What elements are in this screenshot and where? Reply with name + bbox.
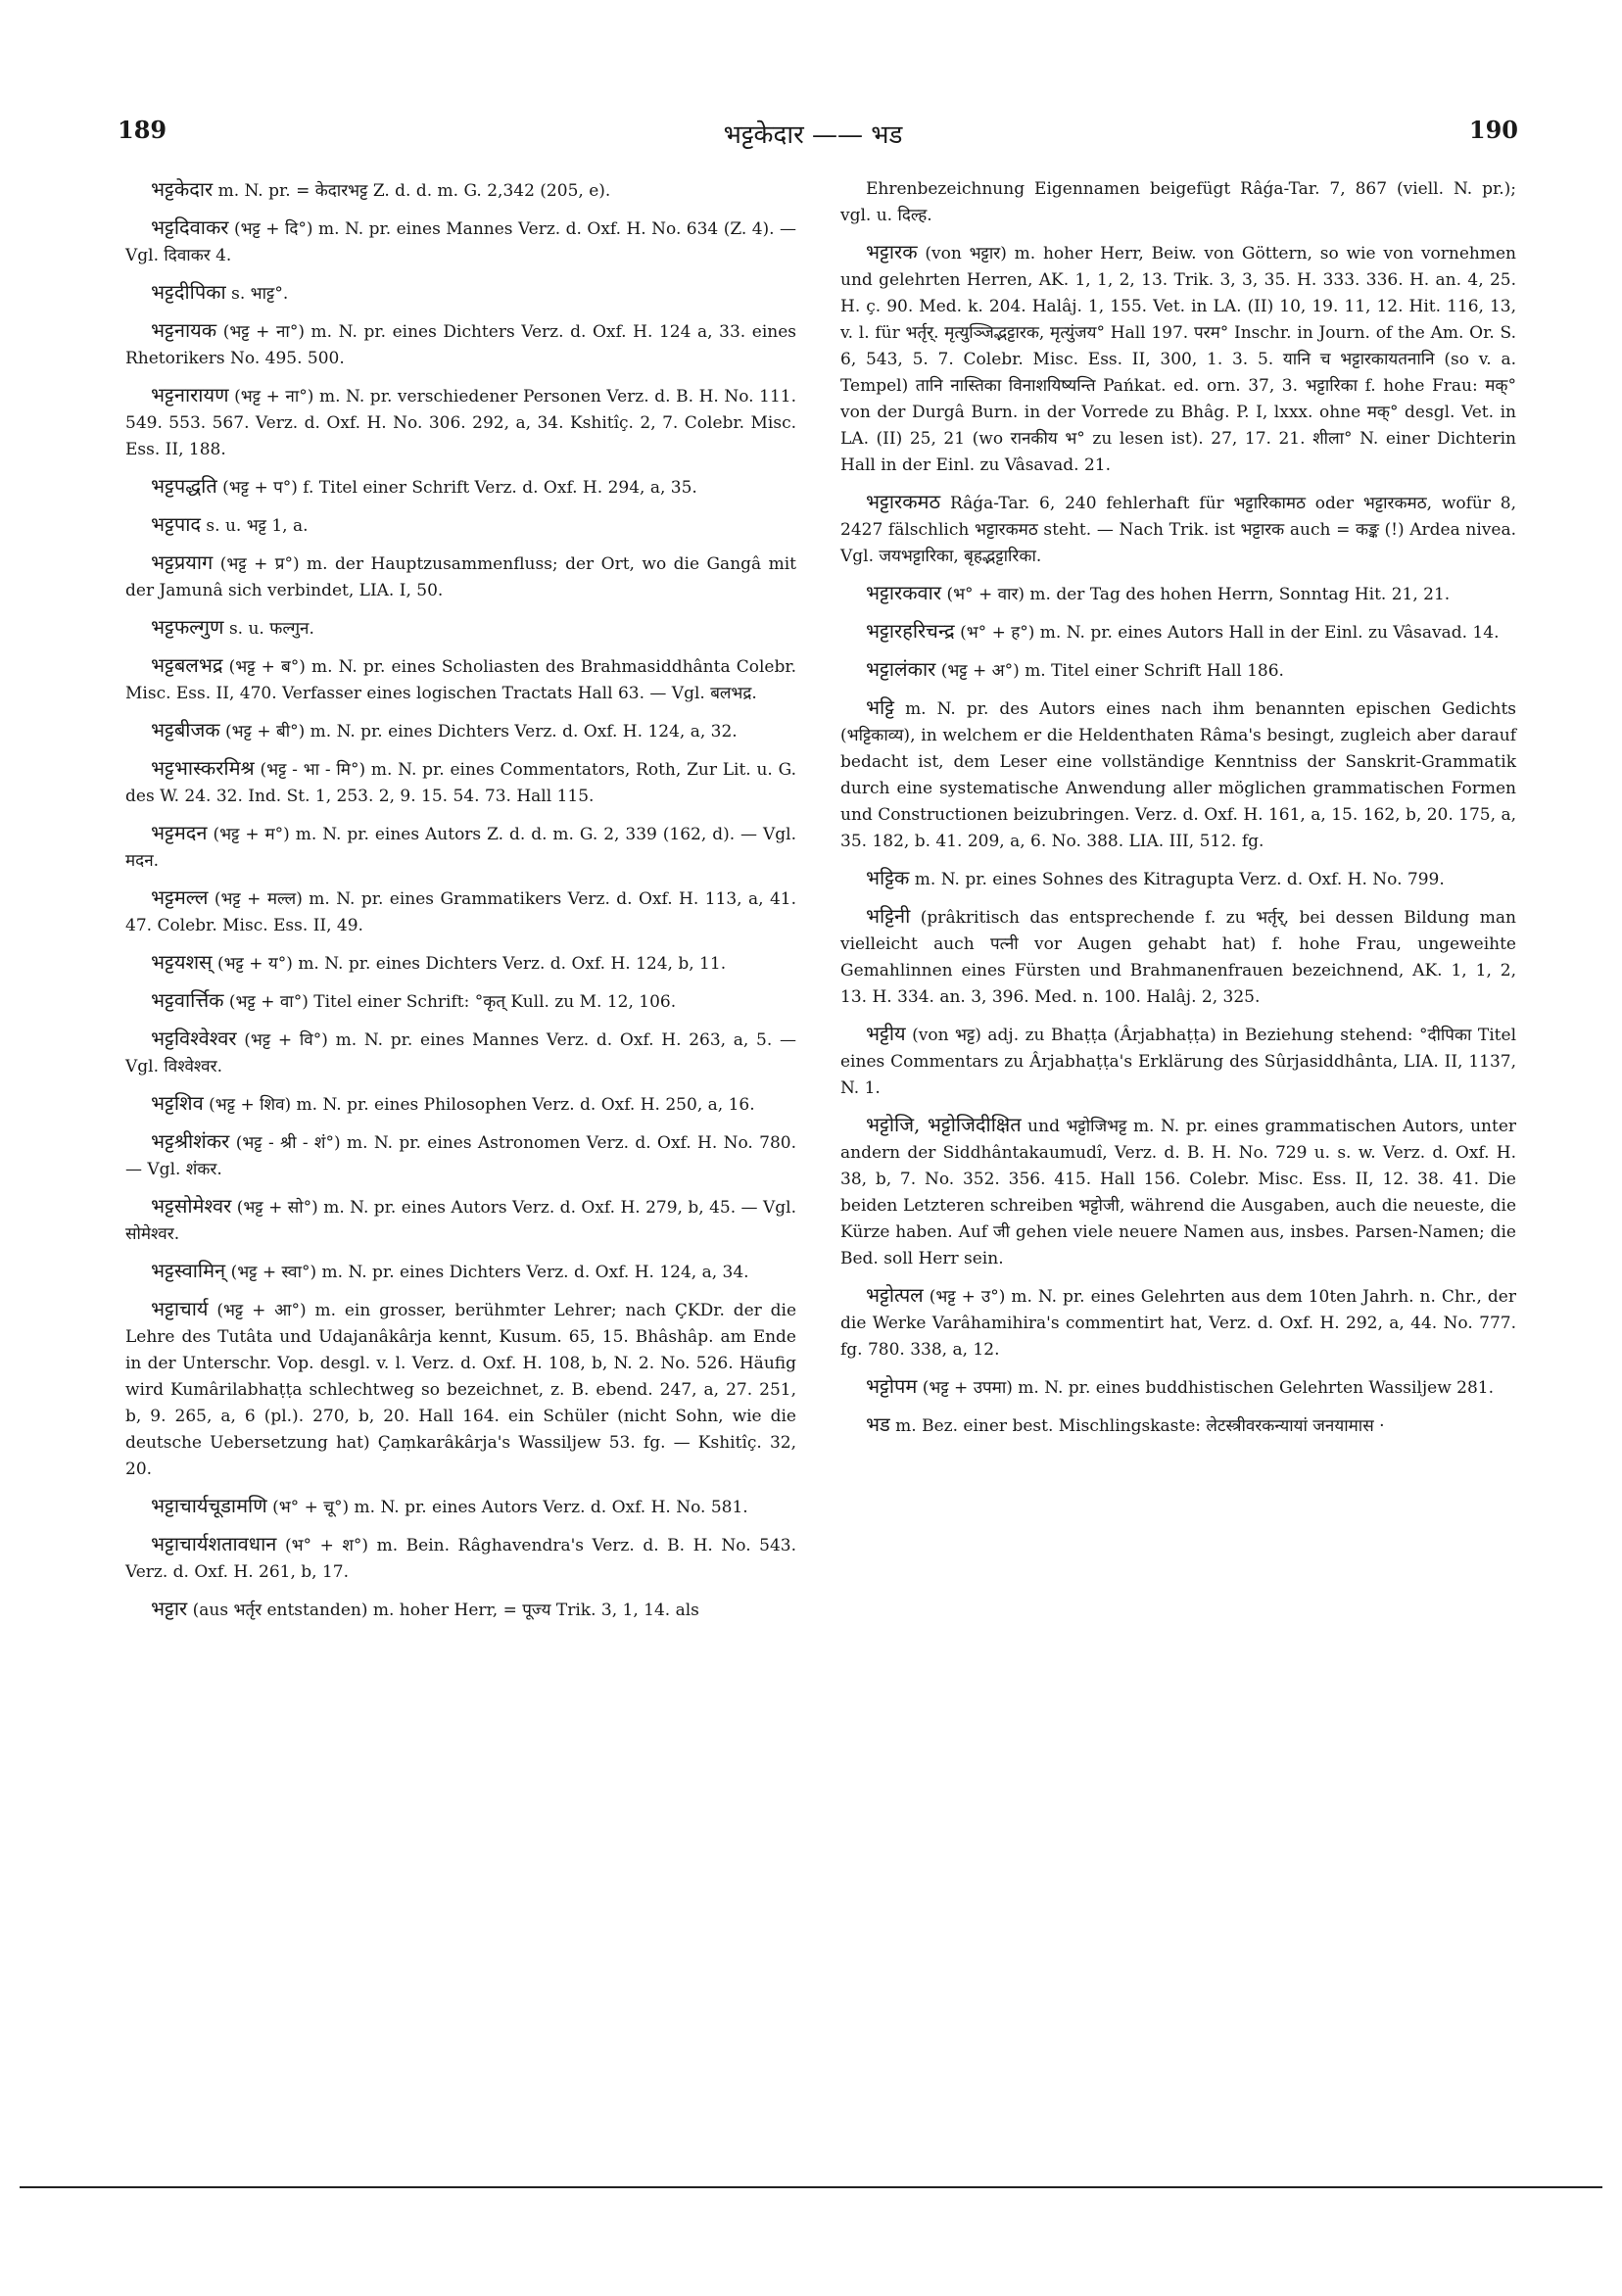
entry-text: (भट्ट + उ°) m. N. pr. eines Gelehrten aus dem 10ten Jahrh. n. Chr., der die Werke Varâhamihira's commentirt hat, Verz. d. Oxf. H. 292, a, 44. No. 777. fg. 780. 338, a, 12. [840, 1287, 1516, 1360]
entry-headword: भट्टोपम [866, 1374, 918, 1398]
entry-headword: भट्टपद्धति [151, 474, 217, 498]
entry-headword: भट्टाचार्य [151, 1297, 209, 1320]
entry-headword: भट्टारकवार [866, 581, 942, 604]
entry-text: (भ° + ह°) m. N. pr. eines Autors Hall in der Einl. zu Vâsavad. 14. [960, 623, 1500, 643]
entry-headword: भड [866, 1412, 890, 1436]
entry-headword: भट्टश्रीशंकर [151, 1129, 230, 1153]
entry-text: s. u. भट्ट 1, a. [206, 516, 309, 536]
entry-headword: भट्टिक [866, 866, 910, 889]
page-header [108, 116, 1518, 155]
entry-text: (भट्ट + म°) m. N. pr. eines Autors Z. d. d. m. G. 2, 339 (162, d). — Vgl. मदन. [125, 825, 796, 871]
entry-text: (भट्ट + बी°) m. N. pr. eines Dichters Verz. d. Oxf. H. 124, a, 32. [225, 722, 738, 741]
dictionary-entry [125, 215, 796, 269]
entry-headword: भट्टनायक [151, 318, 217, 342]
footer-rule [20, 2186, 1602, 2188]
dictionary-entry [840, 694, 1516, 855]
dictionary-entry [125, 885, 796, 939]
entry-headword: भट्टोजि, भट्टोजिदीक्षित [866, 1113, 1022, 1136]
dictionary-entry [125, 1193, 796, 1248]
entry-headword: भट्टकेदार [151, 177, 214, 201]
entry-text: (भट्ट + प्र°) m. der Hauptzusammenfluss; der Ort, wo die Gangâ mit der Jamunâ sich verbindet, LIA. I, 50. [125, 554, 797, 600]
entry-text: (भट्ट + मल्ल) m. N. pr. eines Grammatikers Verz. d. Oxf. H. 113, a, 41. 47. Colebr. Misc. Ess. II, 49. [125, 889, 797, 935]
entry-headword: भट्टवार्त्तिक [151, 988, 224, 1012]
entry-headword: भट्टप्रयाग [151, 550, 214, 574]
entry-text: (von भट्ट) adj. zu Bhaṭṭa (Ârjabhaṭṭa) in Beziehung stehend: °दीपिका Titel eines Commentars zu Ârjabhaṭṭa's Erklärung des Sûrjasiddhânta, LIA. II, 1137, N. 1. [840, 1026, 1517, 1098]
entry-headword: भट्टारक [866, 240, 918, 263]
entry-headword: भट्टार [151, 1597, 188, 1620]
entry-text: (भ° + वार) m. der Tag des hohen Herrn, Sonntag Hit. 21, 21. [946, 585, 1451, 604]
entry-text: (भट्ट + उपमा) m. N. pr. eines buddhistischen Gelehrten Wassiljew 281. [922, 1378, 1495, 1398]
entry-headword: भट्टबीजक [151, 718, 220, 741]
entry-text: (भट्ट - भा - मि°) m. N. pr. eines Commentators, Roth, Zur Lit. u. G. des W. 24. 32. Ind. St. 1, 253. 2, 9. 15. 54. 73. Hall 115. [125, 760, 796, 806]
dictionary-entry [840, 1373, 1516, 1402]
dictionary-entry [125, 1296, 796, 1483]
entry-headword: भट्टदीपिका [151, 280, 226, 304]
dictionary-entry [125, 1090, 796, 1119]
entry-headword: भट्टमदन [151, 821, 208, 844]
entry-text: (भट्ट + ना°) m. N. pr. verschiedener Personen Verz. d. B. H. No. 111. 549. 553. 567. Verz. d. Oxf. H. No. 306. 292, a, 34. Kshitîç. 2, 7. Colebr. Misc. Ess. II, 188. [125, 387, 797, 459]
dictionary-entry [840, 1021, 1516, 1102]
entry-headword: भट्टाचार्यशतावधान [151, 1532, 277, 1555]
entry-headword: भट्टस्वामिन् [151, 1259, 226, 1282]
entry-text: (von भट्टार) m. hoher Herr, Beiw. von Göttern, so wie von vornehmen und gelehrten Herren, AK. 1, 1, 2, 13. Trik. 3, 3, 35. H. 333. 336. H. an. 4, 25. H. ç. 90. Med. k. 204. Halâj. 1, 155. Vet. in LA. (II) 10, 19. 11, 12. Hit. 116, 13, v. l. für भर्तृर्. मृत्युञ्जिद्भट्टारक, मृत्युंजय° Hall 197. परम° Inschr. in Journ. of the Am. Or. S. 6, 543, 5. 7. Colebr. Misc. Ess. II, 300, 1. 3. 5. यानि च भट्टारकायतनानि (so v. a. Tempel) तानि नास्तिका विनाशयिष्यन्ति Pańkat. ed. orn. 37, 3. भट्टारिका f. hohe Frau: मक्° von der Durgâ Burn. in der Vorrede zu Bhâg. P. I, lxxx. ohne मक्° desgl. Vet. in LA. (II) 25, 21 (wo रानकीय भ° zu lesen ist). 27, 17. 21. शीला° N. einer Dichterin Hall in der Einl. zu Vâsavad. 21. [840, 244, 1517, 475]
entry-headword: भट्टविश्वेश्वर [151, 1027, 237, 1050]
entry-text: (भट्ट + सो°) m. N. pr. eines Autors Verz. d. Oxf. H. 279, b, 45. — Vgl. सोमेश्वर. [125, 1198, 796, 1244]
entry-headword: भट्टबलभद्र [151, 653, 223, 677]
dictionary-entry [125, 755, 796, 810]
running-title: भट्टकेदार —— भड [723, 120, 903, 150]
dictionary-entry [840, 656, 1516, 685]
entry-headword: भट्टयशस् [151, 950, 213, 974]
entry-text: (aus भर्तृर entstanden) m. hoher Herr, = पूज्य Trik. 3, 1, 14. als [192, 1601, 699, 1620]
page-number-right: 190 [1468, 116, 1518, 144]
entry-text: (भ° + चू°) m. N. pr. eines Autors Verz. d. Oxf. H. No. 581. [272, 1498, 748, 1517]
dictionary-entry [125, 1596, 796, 1624]
entry-text: m. Bez. einer best. Mischlingskaste: लेटस्त्रीवरकन्यायां जनयामास · [895, 1416, 1385, 1436]
dictionary-entry [125, 473, 796, 502]
dictionary-entry [125, 1026, 796, 1080]
dictionary-entry [125, 1531, 796, 1586]
entry-headword: भट्टदिवाकर [151, 215, 229, 239]
entry-text: (भ° + श°) m. Bein. Râghavendra's Verz. d. B. H. No. 543. Verz. d. Oxf. H. 261, b, 17. [125, 1536, 796, 1582]
entry-headword: भट्टशिव [151, 1091, 204, 1115]
entry-headword: भट्टीय [866, 1022, 906, 1045]
entry-headword: भट्टि [866, 695, 895, 719]
dictionary-entry [125, 317, 796, 372]
entry-headword: भट्टालंकार [866, 657, 936, 681]
entry-text: m. N. pr. eines Sohnes des Kitragupta Verz. d. Oxf. H. No. 799. [914, 870, 1445, 889]
entry-text: (prâkritisch das entsprechende f. zu भर्तृर्, bei dessen Bildung man vielleicht auch पत्नी vor Augen gehabt hat) f. hohe Frau, ungeweihte Gemahlinnen eines Fürsten und Brahmanenfrauen bezeichnend, AK. 1, 1, 2, 13. H. 334. an. 3, 396. Med. n. 100. Halâj. 2, 325. [840, 908, 1516, 1007]
entry-text: (भट्ट + प°) f. Titel einer Schrift Verz. d. Oxf. H. 294, a, 35. [222, 478, 697, 498]
dictionary-entry [125, 652, 796, 707]
entry-headword: भट्टारकमठ [866, 490, 941, 513]
entry-text: (भट्ट + ब°) m. N. pr. eines Scholiasten des Brahmasiddhânta Colebr. Misc. Ess. II, 470. Verfasser eines logischen Tractats Hall 63. — Vgl. बलभद्र. [125, 657, 796, 703]
entry-text: s. भाट्ट°. [231, 284, 289, 304]
entry-headword: भट्टफल्गुण [151, 615, 224, 639]
dictionary-entry [125, 717, 796, 745]
dictionary-entry [125, 1128, 796, 1183]
dictionary-entry [125, 511, 796, 540]
entry-text: (भट्ट - श्री - शं°) m. N. pr. eines Astronomen Verz. d. Oxf. H. No. 780. — Vgl. शंकर. [125, 1133, 797, 1179]
dictionary-entry [125, 987, 796, 1016]
entry-text: s. u. फल्गुन. [228, 619, 314, 639]
entry-text: m. N. pr. des Autors eines nach ihm benannten epischen Gedichts (भट्टिकाव्य), in welchem er die Heldenthaten Râma's besingt, zugleich aber darauf bedacht ist, dem Leser eine vollständige Kenntniss der Sanskrit-Grammatik durch eine systematische Anwendung aller möglichen grammatischen Formen und Constructionen beizubringen. Verz. d. Oxf. H. 161, a, 15. 162, b, 20. 175, a, 35. 182, b. 41. 209, a, 6. No. 388. LIA. III, 512. fg. [840, 699, 1517, 851]
entry-headword: भट्टभास्करमिश्र [151, 756, 255, 780]
dictionary-entry [840, 1282, 1516, 1363]
dictionary-entry [125, 382, 796, 463]
right-column [840, 176, 1516, 1450]
entry-headword: भट्टोत्पल [866, 1283, 924, 1307]
dictionary-entry [840, 865, 1516, 893]
dictionary-entry [840, 1411, 1516, 1440]
dictionary-entry [840, 903, 1516, 1011]
dictionary-entry [125, 176, 796, 205]
dictionary-entry [125, 949, 796, 978]
dictionary-entry [840, 489, 1516, 570]
entry-headword: भट्टिनी [866, 904, 911, 928]
dictionary-entry [840, 1112, 1516, 1272]
dictionary-entry [840, 618, 1516, 646]
entry-text: (भट्ट + वा°) Titel einer Schrift: °कृत् Kull. zu M. 12, 106. [228, 992, 677, 1012]
dictionary-entry [125, 820, 796, 875]
entry-text: Râǵa-Tar. 6, 240 fehlerhaft für भट्टारिकामठ oder भट्टारकमठ, wofür 8, 2427 fälschlich भट्टारकमठ steht. — Nach Trik. ist भट्टारक auch = कङ्क (!) Ardea nivea. Vgl. जयभट्टारिका, बृहद्भट्टारिका. [840, 494, 1516, 566]
left-column [125, 176, 796, 1634]
entry-text: (भट्ट + अ°) m. Titel einer Schrift Hall 186. [940, 661, 1284, 681]
entry-text: (भट्ट + दि°) m. N. pr. eines Mannes Verz. d. Oxf. H. No. 634 (Z. 4). — Vgl. दिवाकर 4. [125, 219, 796, 265]
entry-text: Ehrenbezeichnung Eigennamen beigefügt Râǵa-Tar. 7, 867 (viell. N. pr.); vgl. u. दिल्ह. [840, 179, 1516, 225]
entry-text: und भट्टोजिभट्ट m. N. pr. eines grammatischen Autors, unter andern der Siddhântakaumudî, Verz. d. B. H. No. 729 u. s. w. Verz. d. Oxf. H. 38, b, 7. No. 352. 356. 415. Hall 156. Colebr. Misc. Ess. II, 12. 38. 41. Die beiden Letzteren schreiben भट्टोजी, während die Ausgaben, auch die neueste, die Kürze haben. Auf जी gehen viele neuere Namen aus, insbes. Parsen-Namen; die Bed. soll Herr sein. [840, 1117, 1517, 1268]
entry-text: (भट्ट + स्वा°) m. N. pr. eines Dichters Verz. d. Oxf. H. 124, a, 34. [230, 1263, 749, 1282]
entry-headword: भट्टारहरिचन्द्र [866, 619, 955, 643]
entry-headword: भट्टपाद [151, 512, 201, 536]
entry-text: (भट्ट + ना°) m. N. pr. eines Dichters Verz. d. Oxf. H. 124 a, 33. eines Rhetorikers No. 495. 500. [125, 322, 796, 368]
dictionary-entry [840, 176, 1516, 229]
entry-text: (भट्ट + शिव) m. N. pr. eines Philosophen Verz. d. Oxf. H. 250, a, 16. [209, 1095, 755, 1115]
entry-text: (भट्ट + आ°) m. ein grosser, berühmter Lehrer; nach ÇKDr. der die Lehre des Tutâta und Udajanâkârja kennt, Kusum. 65, 15. Bhâshâp. am Ende in der Unterschr. Vop. desgl. v. l. Verz. d. Oxf. H. 108, b, N. 2. No. 526. Häufig wird Kumârilabhaṭṭa schlechtweg so bezeichnet, z. B. ebend. 247, a, 27. 251, b, 9. 265, a, 6 (pl.). 270, b, 20. Hall 164. ein Schüler (nicht Sohn, wie die deutsche Uebersetzung hat) Çaṃkarâkârja's Wassiljew 53. fg. — Kshitîç. 32, 20. [125, 1301, 797, 1479]
dictionary-entry [125, 1258, 796, 1286]
page-number-left: 189 [118, 116, 167, 144]
entry-headword: भट्टनारायण [151, 383, 229, 407]
dictionary-entry [125, 550, 796, 604]
entry-text: (भट्ट + य°) m. N. pr. eines Dichters Verz. d. Oxf. H. 124, b, 11. [216, 954, 727, 974]
entry-headword: भट्टसोमेश्वर [151, 1194, 232, 1218]
dictionary-entry [840, 239, 1516, 479]
entry-headword: भट्टाचार्यचूडामणि [151, 1494, 267, 1517]
entry-text: (भट्ट + वि°) m. N. pr. eines Mannes Verz. d. Oxf. H. 263, a, 5. — Vgl. विश्वेश्वर. [125, 1030, 797, 1076]
entry-text: m. N. pr. = केदारभट्ट Z. d. d. m. G. 2,342 (205, e). [217, 181, 611, 201]
dictionary-entry [125, 1493, 796, 1521]
entry-headword: भट्टमल्ल [151, 885, 209, 909]
dictionary-entry [125, 279, 796, 308]
dictionary-entry [840, 580, 1516, 608]
dictionary-entry [125, 614, 796, 643]
